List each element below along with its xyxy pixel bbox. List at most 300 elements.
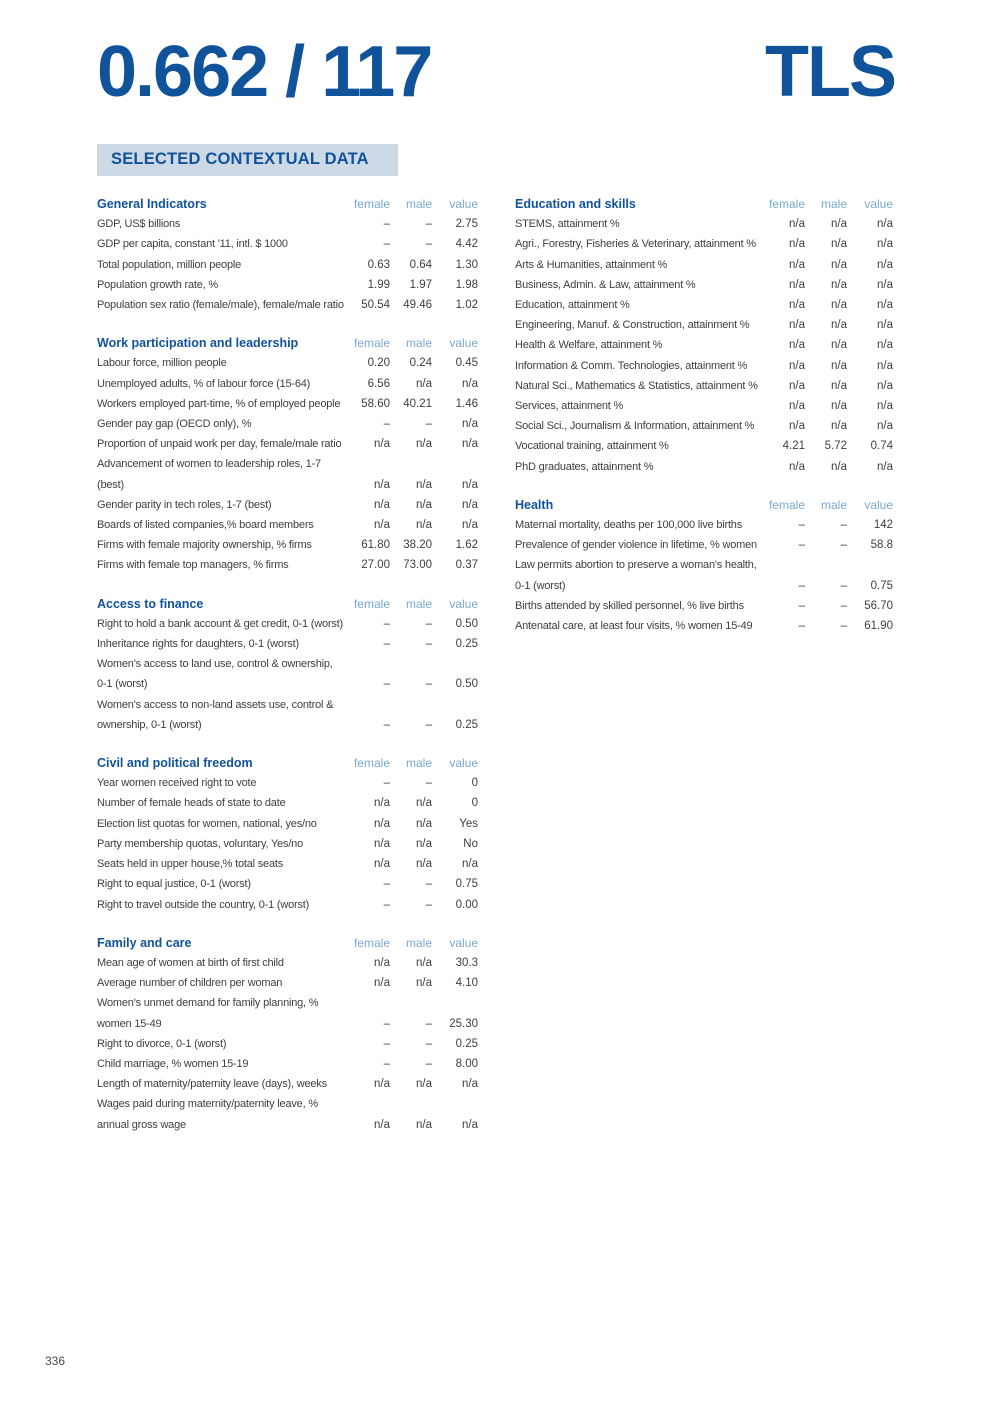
cell-male: n/a — [416, 1118, 432, 1131]
cell-value: n/a — [462, 438, 478, 451]
cell-male: n/a — [416, 1078, 432, 1091]
cell-male: 40.21 — [403, 397, 432, 410]
data-section — [515, 194, 893, 477]
column-header-female: female — [353, 197, 390, 211]
row-label: Population sex ratio (female/male), female/male ratio — [97, 299, 344, 312]
cell-value: 0.25 — [455, 1037, 478, 1050]
row-label: Gender parity in tech roles, 1-7 (best) — [97, 498, 272, 511]
table-row — [515, 436, 893, 456]
cell-value: n/a — [877, 400, 893, 413]
cell-value: n/a — [877, 258, 893, 271]
cell-female: – — [383, 238, 390, 251]
cell-value: 1.30 — [455, 258, 478, 271]
cell-male: – — [840, 620, 847, 633]
column-header-male: male — [820, 497, 847, 512]
column-header-value: value — [864, 497, 893, 512]
cell-value: 30.3 — [455, 956, 478, 969]
cell-male: – — [425, 878, 432, 891]
cell-female: – — [383, 617, 390, 630]
cell-value: 1.98 — [455, 278, 478, 291]
column-header-female: female — [353, 336, 390, 351]
table-row — [97, 1054, 478, 1074]
cell-female: n/a — [789, 319, 805, 332]
data-columns — [97, 194, 893, 1135]
cell-value: n/a — [877, 379, 893, 392]
data-section — [515, 495, 893, 636]
row-label: Law permits abortion to preserve a woman's health, 0-1 (worst) — [515, 559, 757, 592]
cell-male: – — [425, 777, 432, 790]
cell-female: n/a — [374, 817, 390, 830]
row-label: Right to equal justice, 0-1 (worst) — [97, 878, 251, 891]
cell-male: n/a — [831, 258, 847, 271]
cell-male: n/a — [831, 278, 847, 291]
table-row — [97, 234, 478, 254]
column-header-value: value — [449, 935, 478, 950]
table-row — [515, 457, 893, 477]
row-label: Services, attainment % — [515, 400, 624, 413]
cell-value: n/a — [462, 858, 478, 871]
table-row — [515, 376, 893, 396]
cell-male: n/a — [831, 299, 847, 312]
cell-value: 1.62 — [455, 539, 478, 552]
table-row — [97, 654, 478, 694]
cell-male: n/a — [416, 817, 432, 830]
section-header-row — [515, 495, 893, 515]
cell-female: – — [383, 1037, 390, 1050]
row-label: Population growth rate, % — [97, 278, 218, 291]
table-row — [515, 555, 893, 595]
table-row — [97, 295, 478, 315]
cell-value: n/a — [877, 238, 893, 251]
table-row — [97, 614, 478, 634]
table-row — [97, 1094, 478, 1134]
cell-value: 56.70 — [864, 599, 893, 612]
cell-value: n/a — [877, 359, 893, 372]
table-row — [97, 374, 478, 394]
row-label: Information & Comm. Technologies, attainment % — [515, 359, 748, 372]
row-label: Average number of children per woman — [97, 977, 283, 990]
table-row — [97, 793, 478, 813]
table-row — [97, 1034, 478, 1054]
cell-value: n/a — [877, 420, 893, 433]
cell-value: n/a — [877, 299, 893, 312]
cell-female: 0.20 — [367, 357, 390, 370]
table-row — [97, 353, 478, 373]
cell-male: n/a — [416, 837, 432, 850]
section-title: Health — [515, 497, 554, 512]
row-label: Total population, million people — [97, 258, 242, 271]
cell-value: 4.10 — [455, 977, 478, 990]
cell-value: n/a — [877, 460, 893, 473]
row-label: PhD graduates, attainment % — [515, 460, 654, 473]
cell-value: n/a — [462, 1118, 478, 1131]
table-row — [97, 973, 478, 993]
data-section — [97, 594, 478, 735]
cell-female: n/a — [789, 218, 805, 231]
cell-female: n/a — [374, 858, 390, 871]
table-row — [97, 214, 478, 234]
cell-female: n/a — [789, 420, 805, 433]
cell-male: – — [840, 539, 847, 552]
cell-female: n/a — [789, 460, 805, 473]
table-row — [97, 535, 478, 555]
cell-male: n/a — [831, 420, 847, 433]
row-label: Women's access to non-land assets use, control & ownership, 0-1 (worst) — [97, 698, 334, 731]
cell-male: n/a — [416, 377, 432, 390]
cell-male: 38.20 — [403, 539, 432, 552]
cell-value: 1.02 — [455, 299, 478, 312]
row-label: Health & Welfare, attainment % — [515, 339, 663, 352]
cell-value: n/a — [462, 1078, 478, 1091]
cell-value: 0.75 — [870, 579, 893, 592]
section-header-row — [97, 753, 478, 773]
cell-female: n/a — [374, 956, 390, 969]
row-label: GDP, US$ billions — [97, 218, 181, 231]
table-row — [97, 814, 478, 834]
cell-female: 1.99 — [367, 278, 390, 291]
cell-female: 27.00 — [361, 559, 390, 572]
cell-female: n/a — [789, 400, 805, 413]
cell-female: n/a — [789, 258, 805, 271]
cell-value: 1.46 — [455, 397, 478, 410]
table-row — [97, 773, 478, 793]
section-title: General Indicators — [97, 197, 207, 211]
table-row — [515, 214, 893, 234]
cell-female: n/a — [789, 359, 805, 372]
row-label: Business, Admin. & Law, attainment % — [515, 278, 696, 291]
cell-value: n/a — [877, 278, 893, 291]
index-score-rank: 0.662 / 117 — [97, 32, 432, 112]
row-label: Number of female heads of state to date — [97, 797, 286, 810]
cell-value: 0.25 — [455, 718, 478, 731]
cell-female: n/a — [789, 299, 805, 312]
cell-value: 61.90 — [864, 620, 893, 633]
cell-male: – — [425, 418, 432, 431]
cell-male: n/a — [831, 339, 847, 352]
column-header-value: value — [449, 756, 478, 771]
section-header-row — [97, 333, 478, 353]
cell-value: n/a — [462, 377, 478, 390]
cell-female: – — [383, 898, 390, 911]
cell-female: n/a — [789, 339, 805, 352]
cell-male: n/a — [831, 319, 847, 332]
right-column — [515, 194, 893, 636]
cell-male: n/a — [416, 519, 432, 532]
section-header-row — [97, 594, 478, 614]
cell-male: n/a — [416, 797, 432, 810]
cell-male: – — [425, 898, 432, 911]
column-header-male: male — [405, 197, 432, 211]
cell-value: 0 — [471, 777, 478, 790]
data-section — [97, 333, 478, 575]
row-label: Election list quotas for women, national, yes/no — [97, 817, 317, 830]
cell-male: n/a — [831, 460, 847, 473]
row-label: Natural Sci., Mathematics & Statistics, attainment % — [515, 379, 758, 392]
section-title: Work participation and leadership — [97, 336, 299, 351]
row-label: STEMS, attainment % — [515, 218, 620, 231]
cell-male: n/a — [831, 218, 847, 231]
row-label: Education, attainment % — [515, 299, 630, 312]
column-header-value: value — [449, 197, 478, 211]
table-row — [515, 535, 893, 555]
cell-female: – — [798, 519, 805, 532]
cell-value: 58.8 — [870, 539, 893, 552]
cell-value: 0.74 — [870, 440, 893, 453]
cell-male: n/a — [831, 379, 847, 392]
table-row — [515, 616, 893, 636]
row-label: Arts & Humanities, attainment % — [515, 258, 668, 271]
row-label: Seats held in upper house,% total seats — [97, 858, 284, 871]
section-header-row — [515, 194, 893, 214]
cell-female: – — [798, 620, 805, 633]
table-row — [97, 834, 478, 854]
table-row — [97, 555, 478, 575]
column-header-value: value — [449, 336, 478, 351]
cell-female: n/a — [374, 797, 390, 810]
row-label: Right to hold a bank account & get credit, 0-1 (worst) — [97, 617, 343, 630]
cell-female: 58.60 — [361, 397, 390, 410]
column-header-male: male — [405, 756, 432, 771]
section-banner-label: SELECTED CONTEXTUAL DATA — [111, 150, 369, 168]
row-label: Agri., Forestry, Fisheries & Veterinary, attainment % — [515, 238, 756, 251]
table-row — [515, 255, 893, 275]
cell-male: – — [425, 238, 432, 251]
column-header-value: value — [864, 197, 893, 211]
section-title: Education and skills — [515, 197, 636, 211]
cell-male: n/a — [416, 498, 432, 511]
section-title: Family and care — [97, 935, 192, 950]
cell-male: 49.46 — [403, 299, 432, 312]
cell-female: – — [383, 1017, 390, 1030]
row-label: Unemployed adults, % of labour force (15-64) — [97, 377, 311, 390]
section-title: Civil and political freedom — [97, 756, 253, 771]
cell-female: – — [798, 539, 805, 552]
cell-female: 0.63 — [367, 258, 390, 271]
cell-value: No — [463, 837, 478, 850]
cell-female: n/a — [374, 498, 390, 511]
table-row — [515, 295, 893, 315]
cell-value: n/a — [462, 478, 478, 491]
row-label: Right to travel outside the country, 0-1 (worst) — [97, 898, 310, 911]
cell-female: n/a — [374, 1118, 390, 1131]
cell-male: 0.64 — [409, 258, 432, 271]
section-header-row — [97, 933, 478, 953]
section-banner — [97, 144, 398, 176]
cell-value: n/a — [877, 218, 893, 231]
cell-female: 6.56 — [367, 377, 390, 390]
cell-female: – — [383, 777, 390, 790]
column-header-female: female — [768, 497, 805, 512]
row-label: Vocational training, attainment % — [515, 440, 669, 453]
cell-female: – — [383, 718, 390, 731]
cell-value: 0.45 — [455, 357, 478, 370]
left-column — [97, 194, 478, 1135]
cell-value: 0 — [471, 797, 478, 810]
cell-value: n/a — [877, 339, 893, 352]
cell-value: n/a — [462, 418, 478, 431]
cell-female: – — [383, 638, 390, 651]
table-row — [97, 993, 478, 1033]
data-section — [97, 194, 478, 315]
table-row — [97, 434, 478, 454]
table-row — [515, 315, 893, 335]
table-row — [97, 275, 478, 295]
table-row — [515, 335, 893, 355]
column-header-male: male — [820, 197, 847, 211]
row-label: Child marriage, % women 15-19 — [97, 1057, 249, 1070]
table-row — [97, 953, 478, 973]
cell-male: – — [425, 1037, 432, 1050]
page-header — [97, 32, 895, 112]
cell-male: n/a — [831, 400, 847, 413]
cell-female: n/a — [374, 438, 390, 451]
cell-value: Yes — [459, 817, 478, 830]
table-row — [97, 515, 478, 535]
column-header-female: female — [353, 596, 390, 611]
column-header-female: female — [768, 197, 805, 211]
cell-male: – — [840, 519, 847, 532]
cell-female: – — [383, 418, 390, 431]
table-row — [97, 255, 478, 275]
column-header-female: female — [353, 935, 390, 950]
table-row — [515, 275, 893, 295]
row-label: Women's unmet demand for family planning, % women 15-49 — [97, 997, 319, 1030]
cell-female: 4.21 — [782, 440, 805, 453]
row-label: Births attended by skilled personnel, % live births — [515, 599, 744, 612]
table-row — [97, 495, 478, 515]
cell-male: – — [425, 218, 432, 231]
table-row — [515, 515, 893, 535]
cell-female: n/a — [374, 519, 390, 532]
row-label: GDP per capita, constant '11, intl. $ 1000 — [97, 238, 288, 251]
row-label: Firms with female top managers, % firms — [97, 559, 289, 572]
table-row — [515, 396, 893, 416]
cell-female: – — [383, 218, 390, 231]
page-number: 336 — [45, 1354, 66, 1368]
cell-male: n/a — [831, 359, 847, 372]
column-header-female: female — [353, 756, 390, 771]
cell-female: n/a — [789, 278, 805, 291]
cell-value: 0.50 — [455, 678, 478, 691]
cell-male: n/a — [416, 438, 432, 451]
cell-value: 0.50 — [455, 617, 478, 630]
table-row — [97, 454, 478, 494]
cell-female: – — [383, 878, 390, 891]
row-label: Wages paid during maternity/paternity leave, % annual gross wage — [97, 1098, 318, 1131]
cell-value: 2.75 — [455, 218, 478, 231]
cell-male: n/a — [831, 238, 847, 251]
table-row — [515, 416, 893, 436]
country-code: TLS — [765, 32, 895, 112]
table-row — [97, 695, 478, 735]
cell-value: 25.30 — [449, 1017, 478, 1030]
section-title: Access to finance — [97, 596, 204, 611]
row-label: Boards of listed companies,% board members — [97, 519, 314, 532]
row-label: Right to divorce, 0-1 (worst) — [97, 1037, 227, 1050]
column-header-male: male — [405, 336, 432, 351]
cell-male: n/a — [416, 977, 432, 990]
row-label: Advancement of women to leadership roles, 1-7 (best) — [97, 458, 321, 491]
cell-female: – — [383, 678, 390, 691]
row-label: Workers employed part-time, % of employed people — [97, 397, 341, 410]
cell-male: 5.72 — [824, 440, 847, 453]
cell-female: – — [383, 1057, 390, 1070]
cell-male: n/a — [416, 478, 432, 491]
table-row — [97, 854, 478, 874]
cell-male: 0.24 — [409, 357, 432, 370]
cell-value: n/a — [462, 498, 478, 511]
cell-value: 0.25 — [455, 638, 478, 651]
table-row — [97, 414, 478, 434]
table-row — [97, 394, 478, 414]
data-section — [97, 933, 478, 1135]
cell-value: 0.75 — [455, 878, 478, 891]
cell-male: – — [425, 1017, 432, 1030]
row-label: Engineering, Manuf. & Construction, attainment % — [515, 319, 750, 332]
row-label: Proportion of unpaid work per day, female/male ratio — [97, 438, 342, 451]
table-row — [97, 895, 478, 915]
column-header-value: value — [449, 596, 478, 611]
row-label: Year women received right to vote — [97, 777, 257, 790]
cell-female: n/a — [789, 238, 805, 251]
row-label: Length of maternity/paternity leave (days), weeks — [97, 1078, 327, 1091]
cell-female: n/a — [374, 478, 390, 491]
table-row — [515, 596, 893, 616]
table-row — [515, 356, 893, 376]
cell-value: 0.37 — [455, 559, 478, 572]
data-section — [97, 753, 478, 915]
cell-male: 1.97 — [409, 278, 432, 291]
row-label: Prevalence of gender violence in lifetime, % women — [515, 539, 757, 552]
row-label: Maternal mortality, deaths per 100,000 live births — [515, 519, 743, 532]
cell-male: n/a — [416, 956, 432, 969]
table-row — [97, 634, 478, 654]
cell-female: – — [798, 579, 805, 592]
cell-male: – — [840, 579, 847, 592]
row-label: Mean age of women at birth of first child — [97, 956, 284, 969]
cell-female: n/a — [374, 1078, 390, 1091]
row-label: Antenatal care, at least four visits, % women 15-49 — [515, 620, 753, 633]
table-row — [515, 234, 893, 254]
row-label: Gender pay gap (OECD only), % — [97, 418, 252, 431]
table-row — [97, 874, 478, 894]
row-label: Party membership quotas, voluntary, Yes/no — [97, 837, 304, 850]
row-label: Women's access to land use, control & ownership, 0-1 (worst) — [97, 658, 333, 691]
cell-male: – — [840, 599, 847, 612]
row-label: Firms with female majority ownership, % firms — [97, 539, 312, 552]
cell-female: n/a — [789, 379, 805, 392]
cell-female: – — [798, 599, 805, 612]
column-header-male: male — [405, 935, 432, 950]
cell-female: 61.80 — [361, 539, 390, 552]
cell-value: 8.00 — [455, 1057, 478, 1070]
cell-female: 50.54 — [361, 299, 390, 312]
cell-value: n/a — [877, 319, 893, 332]
cell-male: – — [425, 1057, 432, 1070]
cell-value: 4.42 — [455, 238, 478, 251]
column-header-male: male — [405, 596, 432, 611]
cell-female: n/a — [374, 837, 390, 850]
row-label: Inheritance rights for daughters, 0-1 (worst) — [97, 638, 299, 651]
row-label: Social Sci., Journalism & Information, attainment % — [515, 420, 755, 433]
cell-male: – — [425, 718, 432, 731]
cell-female: n/a — [374, 977, 390, 990]
row-label: Labour force, million people — [97, 357, 227, 370]
cell-value: 0.00 — [455, 898, 478, 911]
cell-male: – — [425, 638, 432, 651]
cell-male: n/a — [416, 858, 432, 871]
cell-male: – — [425, 617, 432, 630]
